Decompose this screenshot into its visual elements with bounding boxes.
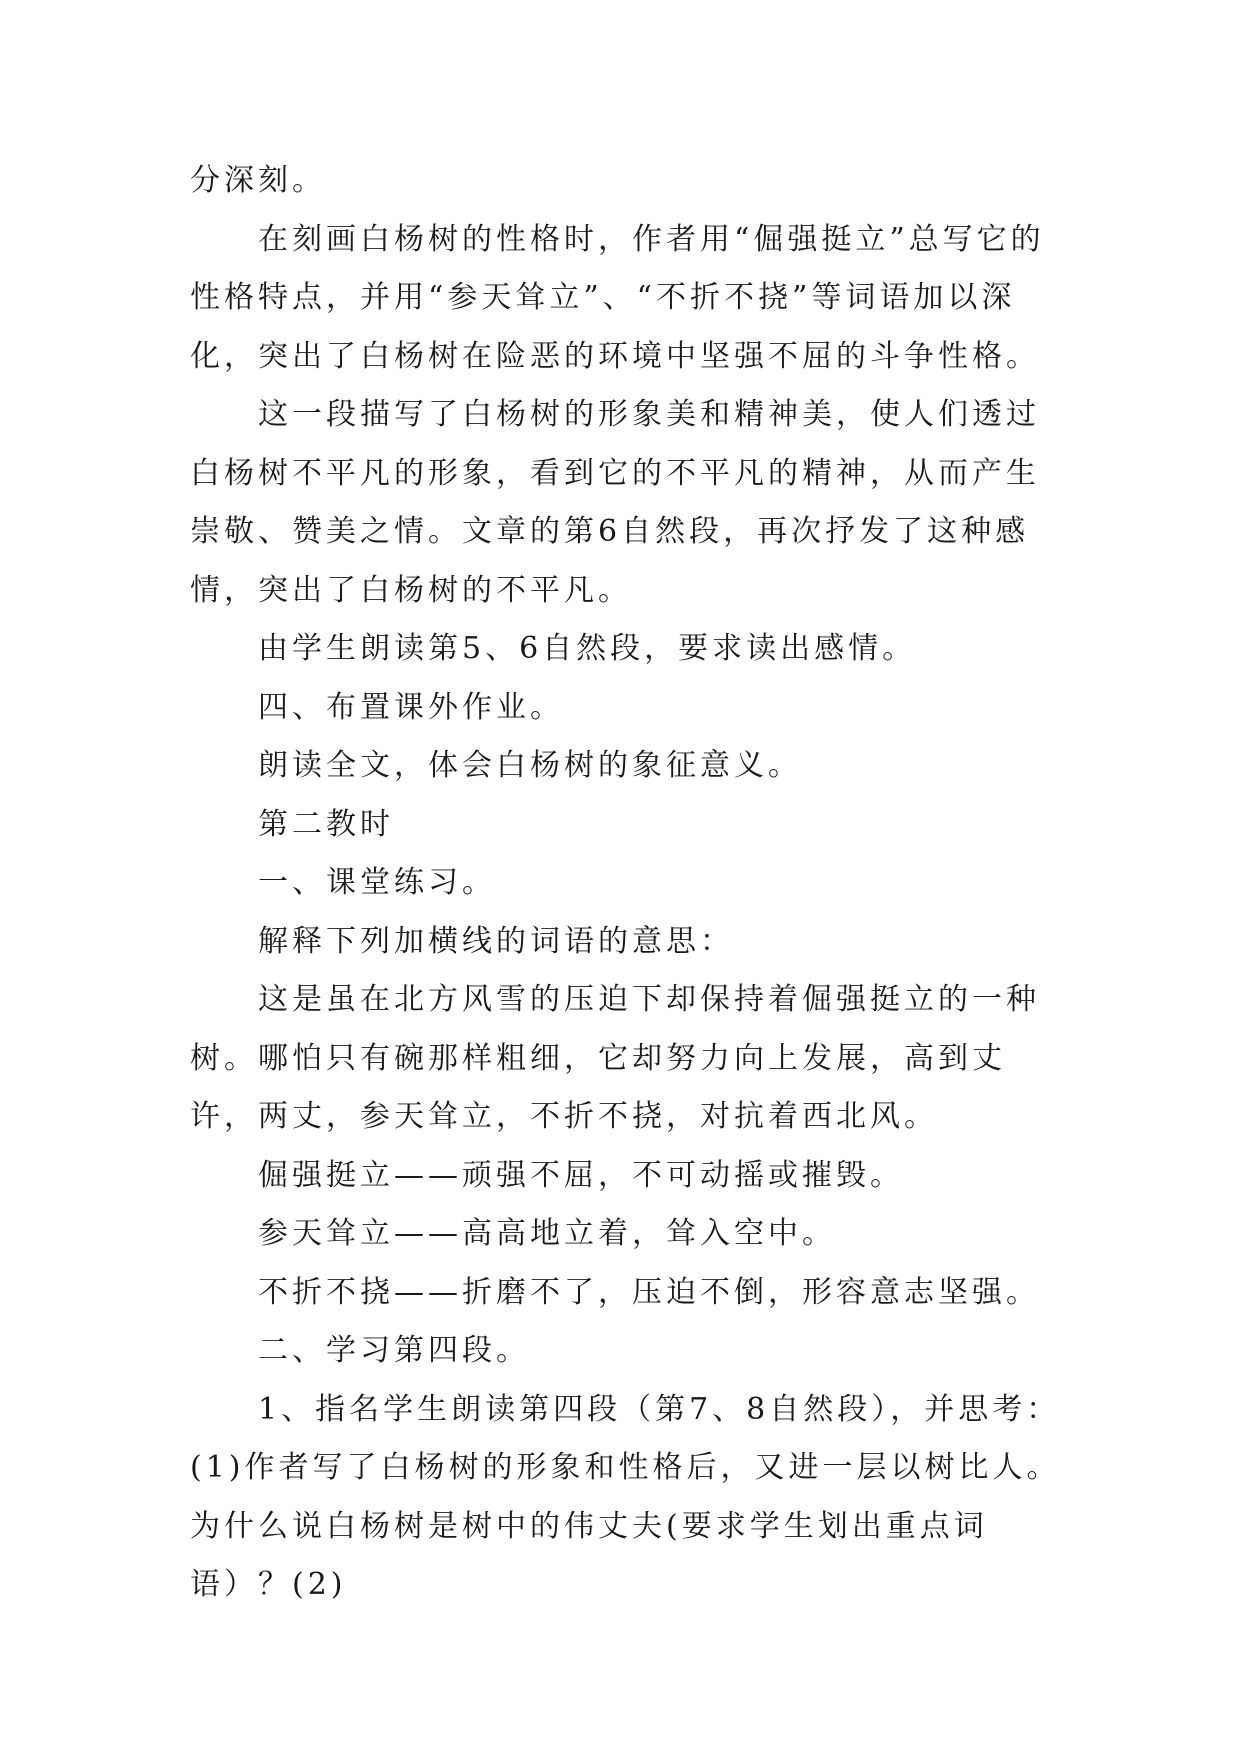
paragraph-definition-1: 倔强挺立——顽强不屈，不可动摇或摧毁。	[258, 1157, 904, 1193]
paragraph-definition-3: 不折不挠——折磨不了，压迫不倒，形容意志坚强。	[258, 1274, 1040, 1310]
paragraph-section-four-question: 1、指名学生朗读第四段（第7、8自然段），并思考：(1)作者写了白杨树的形象和性格后，又进一层以树比人。为什么说白杨树是树中的伟丈夫(要求学生划出重点词语）？(2)	[190, 1391, 1061, 1602]
paragraph-section-four-heading: 二、学习第四段。	[258, 1333, 530, 1368]
paragraph-beauty-analysis: 这一段描写了白杨树的形象美和精神美，使人们透过白杨树不平凡的形象，看到它的不平凡的精神，从而产生崇敬、赞美之情。文章的第6自然段，再次抒发了这种感情，突出了白杨树的不平凡。	[190, 397, 1040, 608]
paragraph-homework-content: 朗读全文，体会白杨树的象征意义。	[258, 748, 802, 783]
document-body	[190, 152, 1070, 1615]
paragraph-second-lesson: 第二教时	[258, 806, 394, 842]
paragraph-exercise-instruction: 解释下列加横线的词语的意思：	[258, 923, 734, 959]
paragraph-character-analysis: 在刻画白杨树的性格时，作者用“倔强挺立”总写它的性格特点，并用“参天耸立”、“不折不挠”等词语加以深化，突出了白杨树在险恶的环境中坚强不屈的斗争性格。	[190, 221, 1045, 374]
paragraph-quoted-passage: 这是虽在北方风雪的压迫下却保持着倔强挺立的一种树。哪怕只有碗那样粗细，它却努力向上发展，高到丈许，两丈，参天耸立，不折不挠，对抗着西北风。	[190, 982, 1040, 1134]
paragraph-homework-heading: 四、布置课外作业。	[258, 689, 564, 725]
paragraph-exercise-heading: 一、课堂练习。	[258, 865, 496, 900]
paragraph-continuation: 分深刻。	[190, 163, 326, 198]
paragraph-reading-task: 由学生朗读第5、6自然段，要求读出感情。	[258, 631, 917, 666]
paragraph-definition-2: 参天耸立——高高地立着，耸入空中。	[258, 1216, 836, 1251]
